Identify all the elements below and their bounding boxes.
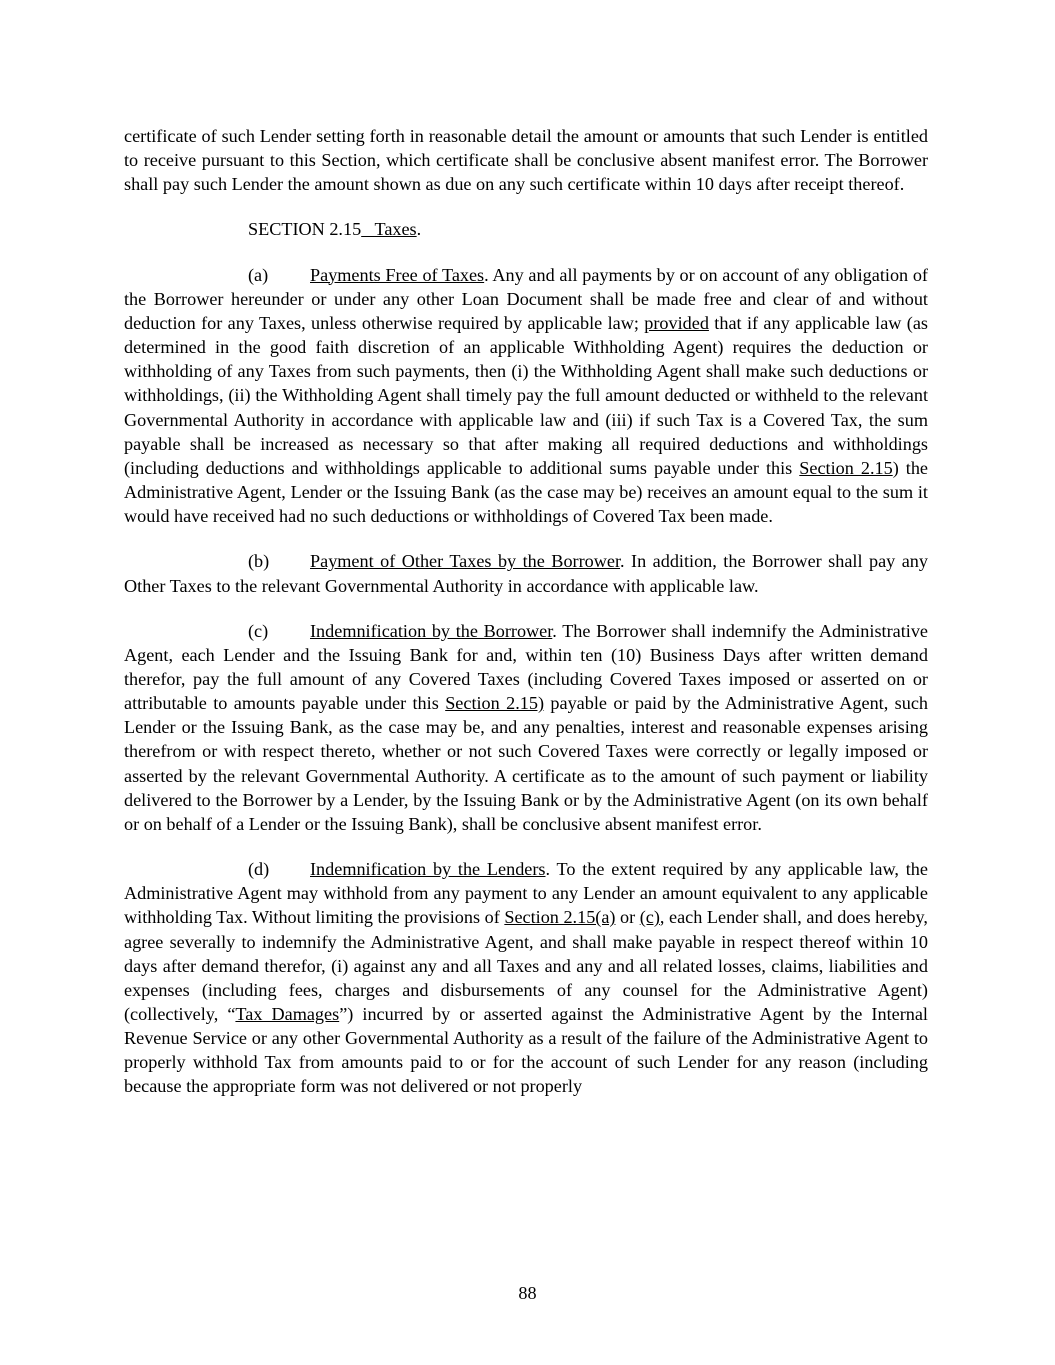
subsection-c: [124, 619, 928, 836]
section-reference: Section 2.15: [799, 457, 893, 478]
subsection-b-label: (b): [248, 551, 270, 572]
section-reference: Section 2.15(a): [504, 907, 616, 928]
document-body: [124, 124, 928, 1099]
defined-term: Tax Damages: [235, 1004, 340, 1024]
section-title-gap: [361, 219, 374, 239]
subsection-d-text-4: ”) incurred by or asserted against the Administrative Agent by the Internal Revenue Service or any other Governmental Authority as a result of the failure of the Administrative Agent to properly withhold Tax from amounts paid to or for the account of such Lender for any reason (including because the appropriate form was not delivered or not properly: [124, 1004, 928, 1097]
subsection-c-label: (c): [248, 620, 269, 641]
subsection-d-text-3: , each Lender shall, and does hereby, agree severally to indemnify the Administrative Agent, and shall make payable in respect thereof within 10 days after demand therefor, (i) against any and all Taxes and any and all related losses, claims, liabilities and expenses (including fees, charges and disbursements of any counsel for the Administrative Agent) (collectively, “: [124, 907, 928, 1024]
section-reference: Section 2.15): [445, 693, 545, 714]
subsection-b-text: . In addition, the Borrower shall pay any Other Taxes to the relevant Governmental Authority in accordance with applicable law.: [124, 551, 928, 596]
provided-term: provided: [644, 312, 709, 333]
subsection-d-text-1: . To the extent required by any applicable law, the Administrative Agent may withhold from any payment to any Lender an amount equivalent to any applicable withholding Tax. Without limiting the provisions of: [124, 859, 928, 928]
subsection-b-title: Payment of Other Taxes by the Borrower: [310, 551, 621, 572]
subsection-a-text-2: that if any applicable law (as determined in the good faith discretion of an applicable Withholding Agent) requires the deduction or withholding of any Taxes from such payments, then (i) the Withholding Agent shall make such deductions or withholdings, (ii) the Withholding Agent shall timely pay the full amount deducted or withheld to the relevant Governmental Authority in accordance with applicable law and (iii) if such Tax is a Covered Tax, the sum payable shall be increased as necessary so that after making all required deductions and withholdings (including deductions and withholdings applicable to additional sums payable under this: [124, 312, 929, 478]
intro-paragraph: certificate of such Lender setting forth in reasonable detail the amount or amounts that such Lender is entitled to receive pursuant to this Section, which certificate shall be conclusive absent manifest error. The Borrower shall pay such Lender the amount shown as due on any such certificate within 10 days after receipt thereof.: [124, 126, 928, 195]
page-number: 88: [518, 1283, 537, 1303]
section-title: Taxes: [374, 219, 417, 240]
section-number: SECTION 2.15: [248, 219, 362, 240]
subsection-d: [124, 857, 928, 1099]
section-title-period: .: [416, 219, 422, 240]
subsection-c-text-1: . The Borrower shall indemnify the Administrative Agent, each Lender and the Issuing Bank for and, within ten (10) Business Days after written demand therefor, pay the full amount of any Covered Taxes (including Covered Taxes imposed or asserted on or attributable to amounts payable under this: [124, 620, 928, 714]
subsection-d-title: Indemnification by the Lenders: [310, 859, 546, 880]
subsection-a-text-3: ) the Administrative Agent, Lender or the Issuing Bank (as the case may be) receives an amount equal to the sum it would have received had no such deductions or withholdings of Covered Tax been made.: [124, 457, 928, 527]
subsection-a-title: Payments Free of Taxes: [310, 264, 485, 285]
subsection-d-text-2: or: [615, 907, 640, 928]
subsection-d-label: (d): [248, 859, 270, 880]
section-reference: (c): [639, 907, 660, 928]
subsection-a-label: (a): [248, 264, 269, 285]
subsection-c-text-2: payable or paid by the Administrative Agent, such Lender or the Issuing Bank, as the case may be, and any penalties, interest and reasonable expenses arising therefrom or with respect thereto, whether or not such Covered Taxes were correctly or legally imposed or asserted by the relevant Governmental Authority. A certificate as to the amount of such payment or liability delivered to the Borrower by a Lender, by the Issuing Bank or by the Administrative Agent (on its own behalf or on behalf of a Lender or the Issuing Bank), shall be conclusive absent manifest error.: [124, 693, 928, 834]
subsection-a-text-1: . Any and all payments by or on account of any obligation of the Borrower hereunder or under any other Loan Document shall be made free and clear of and without deduction for any Taxes, unless otherwise required by applicable law;: [124, 264, 928, 333]
subsection-b: [124, 549, 928, 597]
subsection-a: [124, 263, 928, 529]
subsection-c-title: Indemnification by the Borrower: [310, 620, 553, 641]
section-heading: [124, 217, 928, 241]
